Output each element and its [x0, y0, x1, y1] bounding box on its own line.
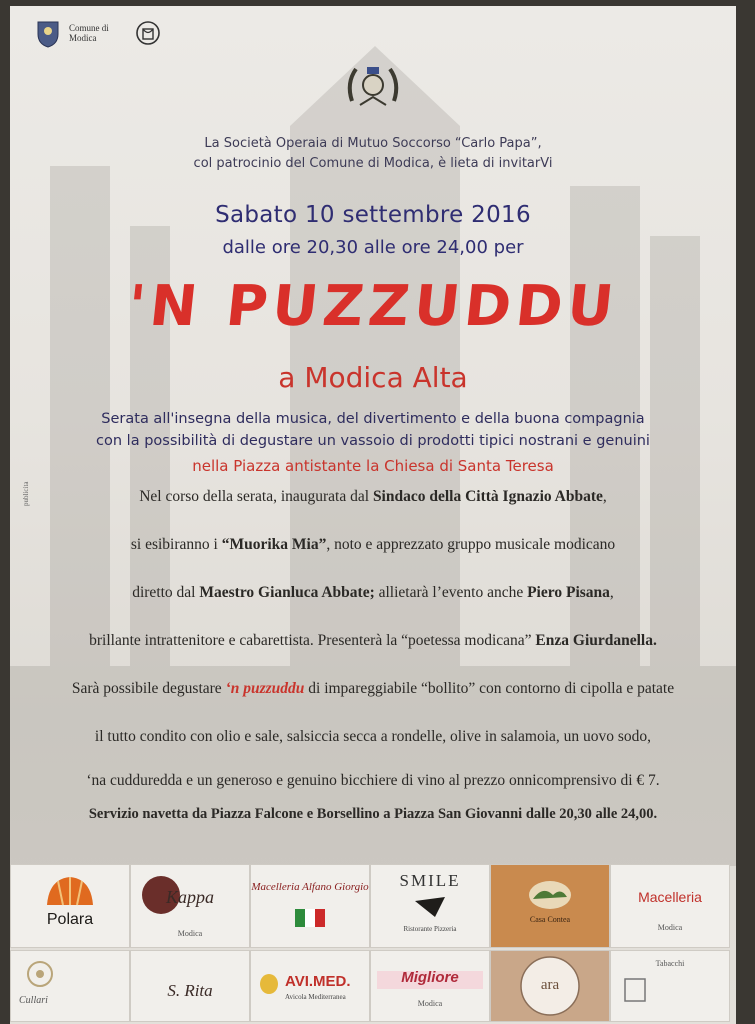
comune-crest-icon — [35, 18, 61, 48]
event-title: 'N PUZZUDDU — [124, 274, 622, 339]
intro-line-1: La Società Operaia di Mutuo Soccorso “Carlo Papa”, — [204, 136, 542, 151]
description-line-1: Serata all'insegna della musica, del divertimento e della buona compagnia — [101, 411, 645, 427]
sponsor-cullari: Cullari — [10, 950, 130, 1022]
program-line-6: il tutto condito con olio e sale, salsiccia secca a rondelle, olive in salamoia, un uovo sodo, — [94, 728, 652, 745]
sponsor-smile: SMILE Ristorante Pizzeria — [370, 864, 490, 948]
event-place: nella Piazza antistante la Chiesa di Santa Teresa — [192, 457, 554, 475]
egg-logo-icon — [257, 971, 281, 995]
sponsor-macelleria-alfano: Macelleria Alfano Giorgio — [250, 864, 370, 948]
sponsor-polara: Polara — [10, 864, 130, 948]
sponsor-s-rita: S. Rita — [130, 950, 250, 1022]
unesco-heritage-icon — [135, 20, 161, 46]
comune-label: Comune di Modica — [69, 23, 109, 43]
program-line-4: brillante intrattenitore e cabarettista. Presenterà la “poetessa modicana” Enza Giurdanella. — [89, 632, 657, 649]
sponsor-macelleria: Macelleria Modica — [610, 864, 730, 948]
intro-line-2: col patrocinio del Comune di Modica, è lieta di invitarVi — [193, 156, 553, 171]
floral-emblem-icon — [25, 959, 55, 989]
intro-text — [10, 134, 736, 174]
polara-shell-icon — [43, 873, 97, 909]
program-line-3: diretto dal Maestro Gianluca Abbate; allietarà l’evento anche Piero Pisana, — [132, 584, 614, 601]
sponsor-casa-contea: Casa Contea — [490, 864, 610, 948]
event-description — [10, 408, 736, 452]
italian-flag-icon — [295, 909, 325, 927]
header-logos — [35, 18, 161, 48]
event-poster — [10, 6, 736, 1024]
event-subtitle: a Modica Alta — [278, 361, 468, 394]
sicily-map-icon — [413, 895, 447, 919]
sponsor-kappa: Kappa Modica — [130, 864, 250, 948]
side-print-mark: publicita — [22, 481, 30, 506]
event-date: Sabato 10 settembre 2016 — [215, 202, 531, 228]
sponsor-migliore: Migliore Modica — [370, 950, 490, 1022]
sponsor-tabacchi: Tabacchi — [610, 950, 730, 1022]
shuttle-service-note: Servizio navetta da Piazza Falcone e Borsellino a Piazza San Giovanni dalle 20,30 alle 24,00. — [88, 806, 658, 822]
shop-emblem-icon — [621, 975, 649, 1005]
event-time: dalle ore 20,30 alle ore 24,00 per — [222, 237, 524, 258]
landscape-logo-icon — [527, 875, 573, 911]
sponsor-ara: ara — [490, 950, 610, 1022]
program-line-5: Sarà possibile degustare ‘n puzzuddu di impareggiabile “bollito” con contorno di cipolla e patate — [71, 680, 675, 697]
society-laurel-emblem-icon — [342, 61, 404, 111]
program-line-7: ‘na cuddureddа e un generoso e genuino bicchiere di vino al prezzo onnicomprensivo di € 7. — [86, 772, 660, 789]
program-line-2: si esibiranno i “Muorika Mia”, noto e apprezzato gruppo musicale modicano — [130, 536, 616, 553]
description-line-2: con la possibilità di degustare un vassoio di prodotti tipici nostrani e genuini — [96, 433, 650, 449]
sponsor-avimed: AVI.MED. Avicola Mediterranea — [250, 950, 370, 1022]
program-line-1: Nel corso della serata, inaugurata dal Sindaco della Città Ignazio Abbate, — [139, 488, 607, 505]
